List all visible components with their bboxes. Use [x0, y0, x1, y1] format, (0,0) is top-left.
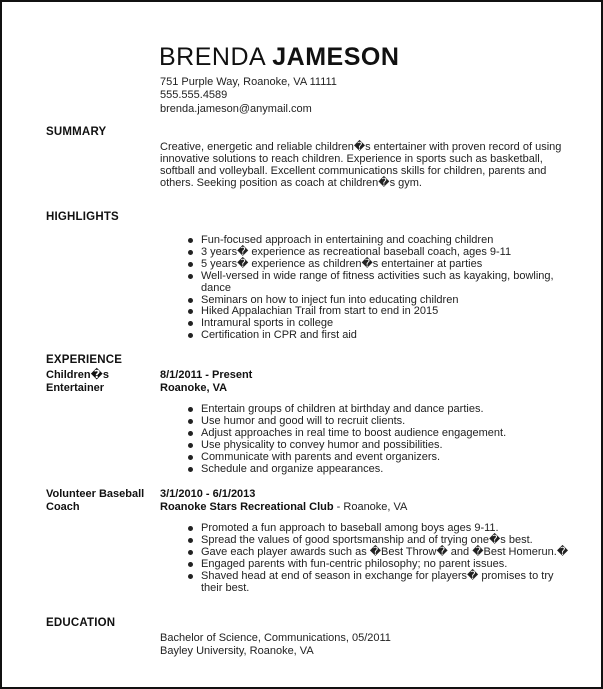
list-item: Shaved head at end of season in exchange for players� promises to try their best. [186, 571, 576, 595]
list-item: Engaged parents with fun-centric philosophy; no parent issues. [186, 559, 576, 571]
education-heading: EDUCATION [46, 617, 116, 629]
list-item: Intramural sports in college [186, 318, 576, 330]
job-title: Volunteer Baseball Coach [46, 488, 145, 513]
job-meta [160, 369, 252, 394]
highlights-heading: HIGHLIGHTS [46, 211, 119, 223]
list-item: Spread the values of good sportsmanship and of trying one�s best. [186, 535, 576, 547]
list-item: 3 years� experience as recreational baseball coach, ages 9-11 [186, 247, 576, 259]
degree: Bachelor of Science, Communications, 05/2011 [160, 632, 391, 644]
email: brenda.jameson@anymail.com [160, 102, 312, 115]
last-name: JAMESON [272, 43, 400, 71]
summary-heading: SUMMARY [46, 126, 107, 138]
phone: 555.555.4589 [160, 89, 228, 102]
list-item: Use humor and good will to recruit clients. [186, 416, 576, 428]
job-bullets [186, 523, 576, 594]
school: Bayley University, Roanoke, VA [160, 645, 314, 657]
job-meta [160, 488, 407, 513]
contact-block [160, 76, 337, 116]
job-title: Children�s Entertainer [46, 369, 109, 394]
list-item: Promoted a fun approach to baseball among boys ages 9-11. [186, 523, 576, 535]
list-item: Communicate with parents and event organizers. [186, 452, 576, 464]
experience-heading: EXPERIENCE [46, 354, 123, 366]
list-item: Hiked Appalachian Trail from start to end in 2015 [186, 306, 576, 318]
list-item: Certification in CPR and first aid [186, 330, 576, 342]
list-item: Adjust approaches in real time to boost audience engagement. [186, 428, 576, 440]
job-bullets [186, 404, 576, 475]
job-location: - Roanoke, VA [333, 500, 408, 513]
list-item: Entertain groups of children at birthday and dance parties. [186, 404, 576, 416]
list-item: Schedule and organize appearances. [186, 464, 576, 476]
job-dates: 3/1/2010 - 6/1/2013 [160, 488, 256, 500]
candidate-name [159, 43, 399, 72]
education-block [160, 632, 391, 658]
list-item: Well-versed in wide range of fitness activities such as kayaking, bowling, dance [186, 271, 576, 295]
list-item: Seminars on how to inject fun into educating children [186, 295, 576, 307]
list-item: Use physicality to convey humor and possibilities. [186, 440, 576, 452]
first-name: BRENDA [159, 43, 265, 71]
list-item: Gave each player awards such as �Best Throw� and �Best Homerun.� [186, 547, 576, 559]
address: 751 Purple Way, Roanoke, VA 11111 [160, 76, 337, 88]
job-location: Roanoke, VA [160, 381, 228, 394]
job-employer: Roanoke Stars Recreational Club [160, 500, 334, 513]
list-item: 5 years� experience as children�s entertainer at parties [186, 259, 576, 271]
highlights-list [186, 235, 576, 342]
list-item: Fun-focused approach in entertaining and coaching children [186, 235, 576, 247]
summary-text: Creative, energetic and reliable children�s entertainer with proven record of using innovative solutions to reach children. Experience in sports such as basketball, softball and volleyball. Excellent communications skills for children, parents and others. Seeking position as coach at children�s gym. [160, 141, 562, 190]
job-dates: 8/1/2011 - Present [160, 369, 253, 381]
